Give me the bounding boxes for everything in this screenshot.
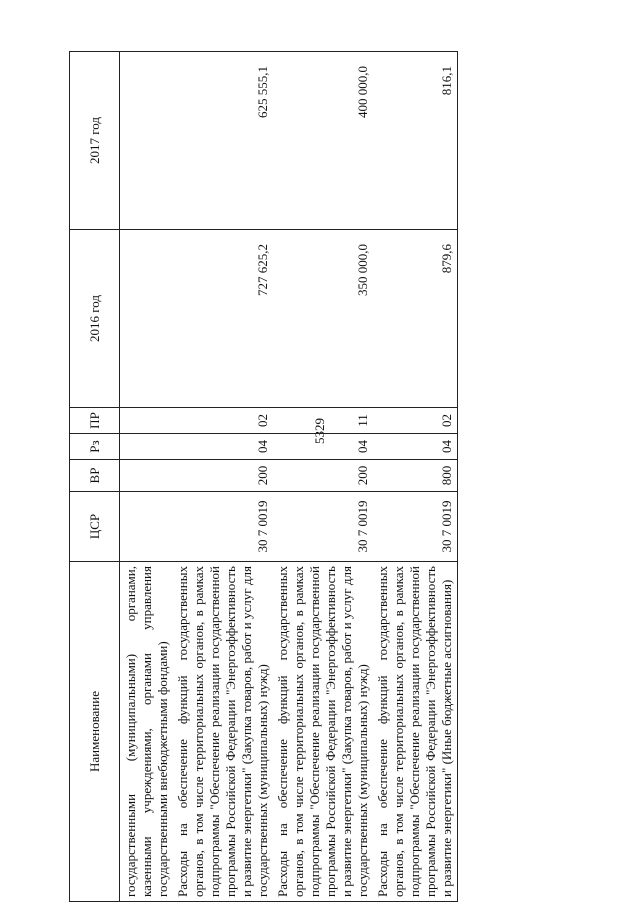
row-vr: 200 <box>273 460 373 492</box>
row-name: Расходы на обеспечение функций государственных органов, в том числе территориальных органов, в рамках подпрограммы "Обеспечение реализации государственной программы Российской Федерации "Энергоэффективность и развитие энергетики" (Закупка товаров, работ и услуг для государственных (муниципальных) нужд) <box>273 562 373 902</box>
header-name: Наименование <box>70 562 120 902</box>
rotated-page <box>69 52 599 902</box>
table-row <box>273 52 373 902</box>
row-pr: 11 <box>273 408 373 434</box>
table-header-row <box>70 52 120 902</box>
row-2017: 816,1 <box>373 52 458 230</box>
table-row <box>120 52 174 902</box>
row-vr: 800 <box>373 460 458 492</box>
budget-table <box>69 51 458 902</box>
row-name: Расходы на обеспечение функций государственных органов, в том числе территориальных органов, в рамках подпрограммы "Обеспечение реализации государственной программы Российской Федерации "Энергоэффективность и развитие энергетики" (Закупка товаров, работ и услуг для государственных (муниципальных) нужд) <box>173 562 273 902</box>
row-csr: 30 7 0019 <box>373 492 458 562</box>
header-2016: 2016 год <box>70 230 120 408</box>
row-pr <box>120 408 174 434</box>
row-2017 <box>120 52 174 230</box>
table-row <box>373 52 458 902</box>
row-2016 <box>120 230 174 408</box>
row-csr <box>120 492 174 562</box>
row-rz: 04 <box>173 434 273 460</box>
header-rz: Рз <box>70 434 120 460</box>
row-pr: 02 <box>173 408 273 434</box>
row-2017: 625 555,1 <box>173 52 273 230</box>
row-rz: 04 <box>273 434 373 460</box>
row-name: Расходы на обеспечение функций государственных органов, в том числе территориальных органов, в рамках подпрограммы "Обеспечение реализации государственной программы Российской Федерации "Энергоэффективность и развитие энергетики" (Иные бюджетные ассигнования) <box>373 562 458 902</box>
row-name: государственными (муниципальными) органами, казенными учреждениями, органами управления государственными внебюджетными фондами) <box>120 562 174 902</box>
header-2017: 2017 год <box>70 52 120 230</box>
header-pr: ПР <box>70 408 120 434</box>
row-vr: 200 <box>173 460 273 492</box>
row-pr: 02 <box>373 408 458 434</box>
row-csr: 30 7 0019 <box>173 492 273 562</box>
row-2017: 400 000,0 <box>273 52 373 230</box>
row-vr <box>120 460 174 492</box>
row-rz: 04 <box>373 434 458 460</box>
row-2016: 879,6 <box>373 230 458 408</box>
row-2016: 350 000,0 <box>273 230 373 408</box>
table-row <box>173 52 273 902</box>
header-csr: ЦСР <box>70 492 120 562</box>
row-csr: 30 7 0019 <box>273 492 373 562</box>
header-vr: ВР <box>70 460 120 492</box>
row-rz <box>120 434 174 460</box>
row-2016: 727 625,2 <box>173 230 273 408</box>
page-number: 5329 <box>312 418 327 444</box>
